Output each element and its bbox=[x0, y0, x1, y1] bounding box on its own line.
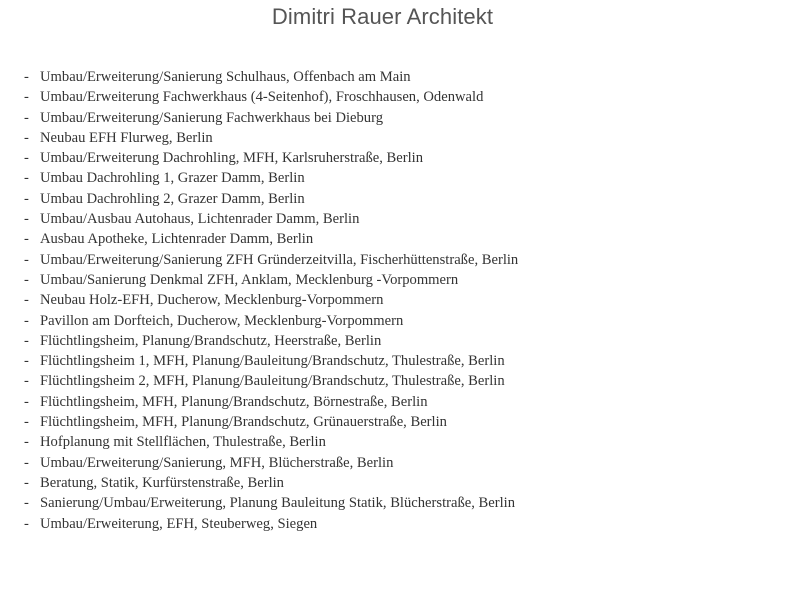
list-item bbox=[24, 473, 784, 493]
list-item bbox=[24, 432, 784, 452]
project-text: Umbau Dachrohling 1, Grazer Damm, Berlin bbox=[40, 170, 305, 187]
project-text: Ausbau Apotheke, Lichtenrader Damm, Berlin bbox=[40, 231, 314, 248]
list-item bbox=[24, 453, 784, 473]
bullet-dash: - bbox=[24, 454, 29, 471]
project-list bbox=[24, 67, 784, 534]
list-item bbox=[24, 371, 784, 391]
list-item bbox=[24, 514, 784, 534]
project-text: Pavillon am Dorfteich, Ducherow, Mecklenburg-Vorpommern bbox=[40, 312, 404, 329]
project-text: Flüchtlingsheim, MFH, Planung/Brandschutz, Grünauerstraße, Berlin bbox=[40, 414, 447, 431]
list-item bbox=[24, 331, 784, 351]
bullet-dash: - bbox=[24, 495, 29, 512]
project-text: Hofplanung mit Stellflächen, Thulestraße, Berlin bbox=[40, 434, 326, 451]
bullet-dash: - bbox=[24, 109, 29, 126]
project-text: Umbau/Erweiterung/Sanierung Fachwerkhaus bei Dieburg bbox=[40, 109, 383, 126]
bullet-dash: - bbox=[24, 211, 29, 228]
list-item bbox=[24, 128, 784, 148]
list-item bbox=[24, 148, 784, 168]
list-item bbox=[24, 351, 784, 371]
bullet-dash: - bbox=[24, 353, 29, 370]
list-item bbox=[24, 311, 784, 331]
project-text: Umbau/Erweiterung Dachrohling, MFH, Karlsruherstraße, Berlin bbox=[40, 150, 423, 167]
project-text: Umbau/Sanierung Denkmal ZFH, Anklam, Mecklenburg -Vorpommern bbox=[40, 271, 459, 288]
list-item bbox=[24, 229, 784, 249]
list-item bbox=[24, 290, 784, 310]
list-item bbox=[24, 209, 784, 229]
list-item bbox=[24, 87, 784, 107]
bullet-dash: - bbox=[24, 312, 29, 329]
project-text: Beratung, Statik, Kurfürstenstraße, Berlin bbox=[40, 474, 284, 491]
project-text: Umbau/Erweiterung, EFH, Steuberweg, Siegen bbox=[40, 515, 318, 532]
bullet-dash: - bbox=[24, 150, 29, 167]
list-item bbox=[24, 67, 784, 87]
list-item bbox=[24, 270, 784, 290]
project-text: Umbau/Erweiterung/Sanierung, MFH, Blücherstraße, Berlin bbox=[40, 454, 394, 471]
project-text: Neubau Holz-EFH, Ducherow, Mecklenburg-Vorpommern bbox=[40, 292, 384, 309]
project-text: Umbau/Erweiterung/Sanierung Schulhaus, Offenbach am Main bbox=[40, 69, 411, 85]
bullet-dash: - bbox=[24, 251, 29, 268]
list-item bbox=[24, 392, 784, 412]
bullet-dash: - bbox=[24, 231, 29, 248]
list-item bbox=[24, 493, 784, 513]
project-text: Umbau/Ausbau Autohaus, Lichtenrader Damm, Berlin bbox=[40, 211, 360, 228]
bullet-dash: - bbox=[24, 89, 29, 106]
project-text: Sanierung/Umbau/Erweiterung, Planung Bauleitung Statik, Blücherstraße, Berlin bbox=[40, 495, 516, 512]
list-item bbox=[24, 250, 784, 270]
project-text: Umbau Dachrohling 2, Grazer Damm, Berlin bbox=[40, 190, 305, 207]
list-item bbox=[24, 168, 784, 188]
project-text: Neubau EFH Flurweg, Berlin bbox=[40, 129, 213, 146]
list-item bbox=[24, 412, 784, 432]
list-item bbox=[24, 189, 784, 209]
bullet-dash: - bbox=[24, 515, 29, 532]
bullet-dash: - bbox=[24, 474, 29, 491]
bullet-dash: - bbox=[24, 414, 29, 431]
project-text: Flüchtlingsheim, Planung/Brandschutz, Heerstraße, Berlin bbox=[40, 332, 382, 349]
bullet-dash: - bbox=[24, 393, 29, 410]
list-item bbox=[24, 108, 784, 128]
bullet-dash: - bbox=[24, 170, 29, 187]
project-text: Umbau/Erweiterung Fachwerkhaus (4-Seitenhof), Froschhausen, Odenwald bbox=[40, 89, 484, 106]
bullet-dash: - bbox=[24, 271, 29, 288]
bullet-dash: - bbox=[24, 190, 29, 207]
project-text: Umbau/Erweiterung/Sanierung ZFH Gründerzeitvilla, Fischerhüttenstraße, Berlin bbox=[40, 251, 519, 268]
bullet-dash: - bbox=[24, 292, 29, 309]
bullet-dash: - bbox=[24, 434, 29, 451]
project-text: Flüchtlingsheim 1, MFH, Planung/Bauleitung/Brandschutz, Thulestraße, Berlin bbox=[40, 353, 505, 370]
bullet-dash: - bbox=[24, 332, 29, 349]
bullet-dash: - bbox=[24, 373, 29, 390]
bullet-dash: - bbox=[24, 129, 29, 146]
bullet-dash: - bbox=[24, 69, 29, 85]
project-text: Flüchtlingsheim 2, MFH, Planung/Bauleitung/Brandschutz, Thulestraße, Berlin bbox=[40, 373, 505, 390]
project-text: Flüchtlingsheim, MFH, Planung/Brandschutz, Börnestraße, Berlin bbox=[40, 393, 428, 410]
page-title: Dimitri Rauer Architekt bbox=[271, 4, 494, 29]
